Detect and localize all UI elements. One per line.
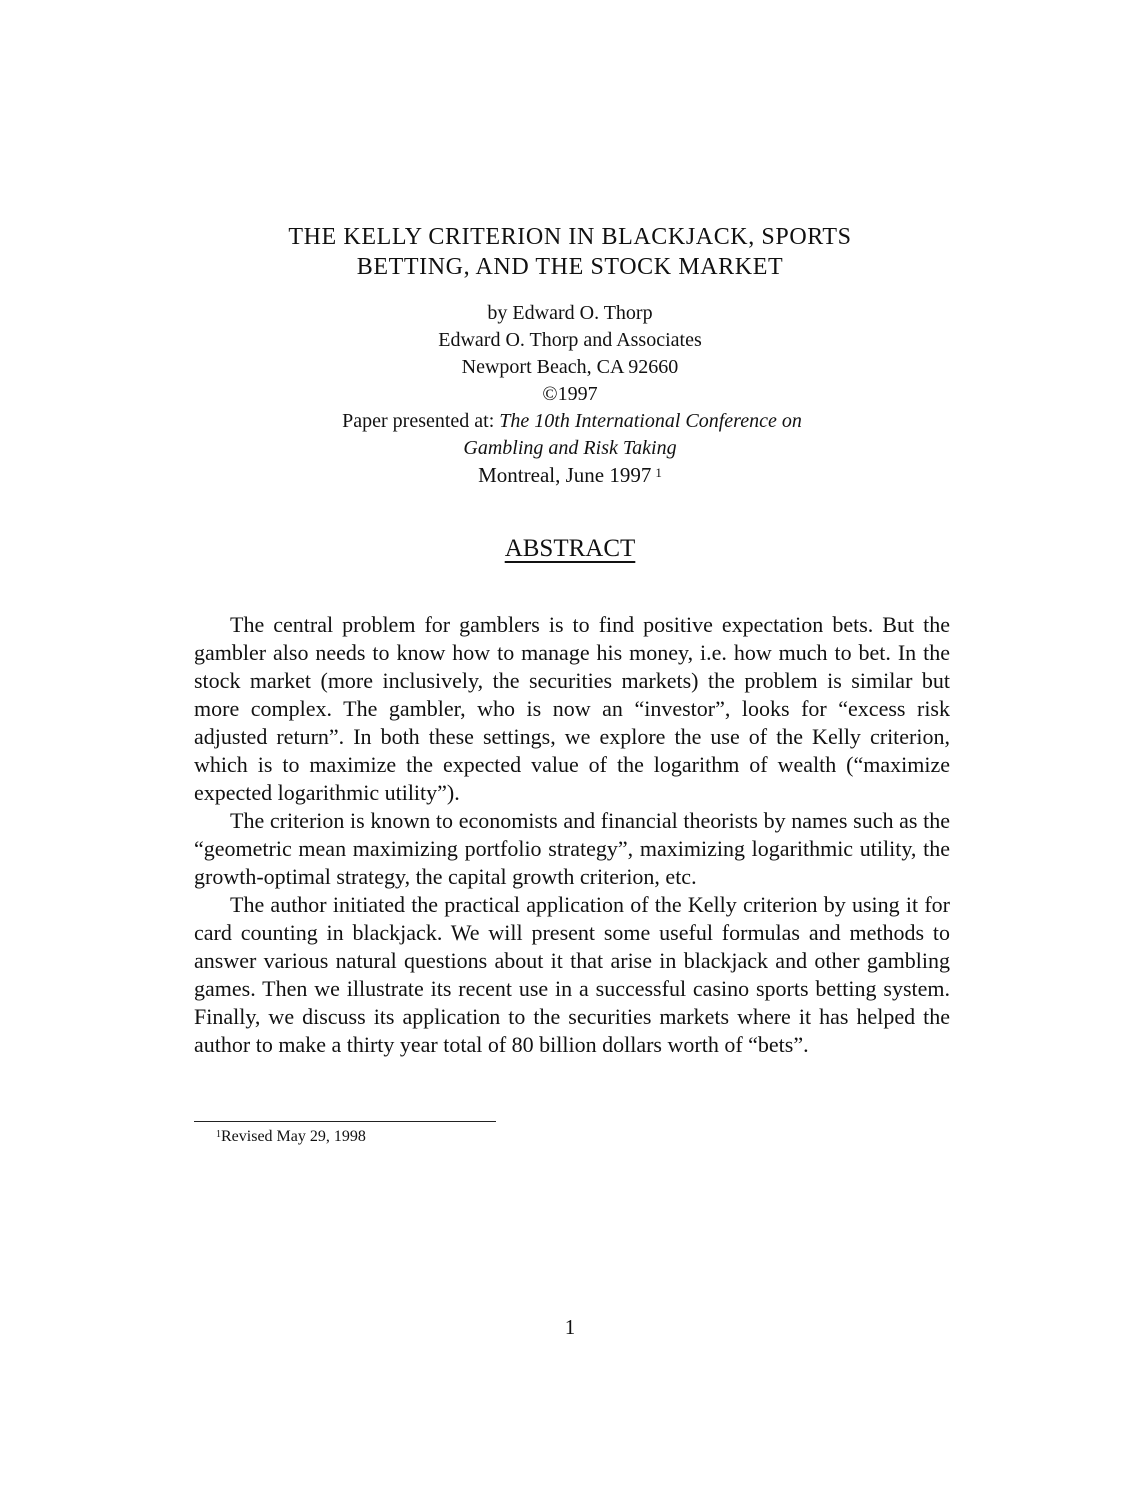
conference-name-part-2: Gambling and Risk Taking <box>463 437 677 459</box>
footnote-rule <box>194 1121 496 1122</box>
footnote-number: 1 <box>216 1129 221 1140</box>
footnote-text: Revised May 29, 1998 <box>221 1128 366 1145</box>
author: by Edward O. Thorp <box>487 302 653 324</box>
abstract-body <box>194 611 950 1059</box>
byline <box>0 300 1140 489</box>
presented-prefix: Paper presented at: <box>342 410 495 432</box>
abstract-paragraph-1: The central problem for gamblers is to find positive expectation bets. But the gambler also needs to know how to manage his money, i.e. how much to bet. In the stock market (more inclusively, the securities markets) the problem is similar but more complex. The gambler, who is now an “investor”, looks for “excess risk adjusted return”. In both these settings, we explore the use of the Kelly criterion, which is to maximize the expected value of the logarithm of wealth (“maximize expected logarithmic utility”). <box>194 612 950 805</box>
paper-title <box>0 222 1140 282</box>
abstract-paragraph-2: The criterion is known to economists and financial theorists by names such as the “geometric mean maximizing portfolio strategy”, maximizing logarithmic utility, the growth-optimal strategy, the capital growth criterion, etc. <box>194 808 950 889</box>
location: Newport Beach, CA 92660 <box>461 356 679 378</box>
footnote-marker: 1 <box>655 465 662 480</box>
title-line-2: BETTING, AND THE STOCK MARKET <box>356 254 784 280</box>
place-date: Montreal, June 1997 <box>478 463 652 487</box>
abstract-heading <box>0 534 1140 564</box>
conference-name-part-1: The 10th International Conference on <box>499 410 802 432</box>
abstract-heading-text: ABSTRACT <box>504 535 636 562</box>
place-date-line <box>0 462 1140 489</box>
abstract-paragraph-3: The author initiated the practical application of the Kelly criterion by using it for card counting in blackjack. We will present some useful formulas and methods to answer various natural questions about it that arise in blackjack and other gambling games. Then we illustrate its recent use in a successful casino sports betting system. Finally, we discuss its application to the securities markets where it has helped the author to make a thirty year total of 80 billion dollars worth of “bets”. <box>194 892 950 1057</box>
conference-line-1 <box>2 408 1140 435</box>
affiliation: Edward O. Thorp and Associates <box>438 329 702 351</box>
copyright: ©1997 <box>542 383 598 405</box>
footnote <box>216 1127 366 1147</box>
conference-line-2 <box>0 435 1140 462</box>
title-line-1: THE KELLY CRITERION IN BLACKJACK, SPORTS <box>288 224 852 250</box>
page-number: 1 <box>564 1315 576 1339</box>
